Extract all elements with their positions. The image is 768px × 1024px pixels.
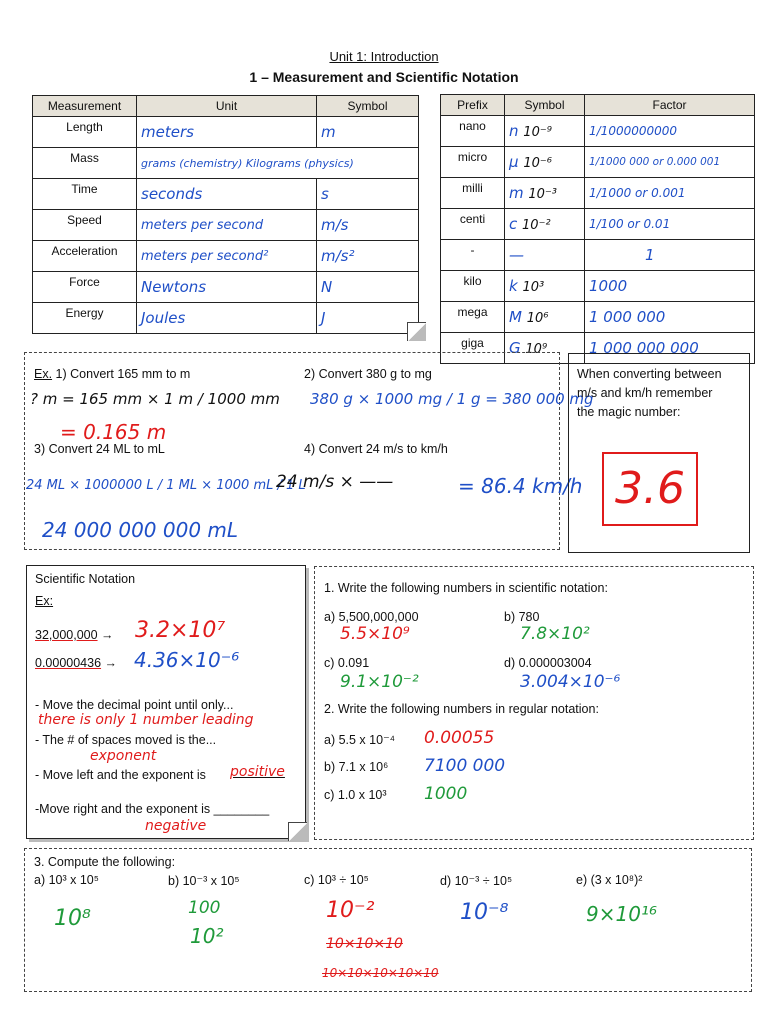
- compute-e-answer: 9×10¹⁶: [586, 902, 657, 926]
- header-symbol: Symbol: [505, 95, 585, 116]
- sci-rule2-answer: exponent: [90, 748, 157, 764]
- unit-answer: meters per second²: [137, 241, 317, 272]
- prefix-symbol-answer: m 10⁻³: [505, 178, 585, 209]
- exercise-a-label: a) 5,500,000,000: [324, 610, 419, 624]
- exercise-b-label: b) 780: [504, 610, 540, 624]
- compute-a-label: a) 10³ x 10⁵: [34, 873, 99, 887]
- page-curl-decoration: [288, 822, 307, 841]
- sci-rule1: - Move the decimal point until only...: [35, 698, 234, 712]
- table-row: [33, 272, 419, 303]
- compute-e-label: e) (3 x 10⁸)²: [576, 873, 643, 887]
- compute-b-label: b) 10⁻³ x 10⁵: [168, 874, 240, 888]
- lesson-title: 1 – Measurement and Scientific Notation: [249, 69, 519, 85]
- compute-b-answer2: 10²: [190, 924, 224, 948]
- symbol-answer: m: [317, 117, 419, 148]
- exercise-a-answer: 5.5×10⁹: [340, 624, 410, 644]
- compute-c-work2: 10×10×10×10×10: [322, 966, 439, 980]
- sci-ex2: 0.00000436 →: [35, 656, 118, 670]
- compute-d-label: d) 10⁻³ ÷ 10⁵: [440, 874, 513, 888]
- measurement-table: [32, 95, 419, 334]
- magic-text-line2: m/s and km/h remember: [577, 386, 713, 400]
- unit-answer: Joules: [137, 303, 317, 334]
- exercise-rc-label: c) 1.0 x 10³: [324, 788, 387, 802]
- sci-rule2: - The # of spaces moved is the...: [35, 733, 217, 747]
- table-row: [441, 271, 755, 302]
- header-measurement: Measurement: [33, 96, 137, 117]
- unit-answer: Newtons: [137, 272, 317, 303]
- header-prefix: Prefix: [441, 95, 505, 116]
- exercise-c-label: c) 0.091: [324, 656, 370, 670]
- prefix-symbol-answer: c 10⁻²: [505, 209, 585, 240]
- exercise-d-label: d) 0.000003004: [504, 656, 592, 670]
- sci-ex1-answer: 3.2×10⁷: [135, 618, 226, 643]
- symbol-answer: s: [317, 179, 419, 210]
- prefix-symbol-answer: n 10⁻⁹: [505, 116, 585, 147]
- sci-rule4: -Move right and the exponent is ________: [35, 802, 270, 816]
- prefix-table-header: [441, 95, 755, 116]
- prefix-factor-answer: 1/1000 or 0.001: [585, 178, 755, 209]
- measurement-name: Acceleration: [33, 241, 137, 272]
- unit-answer: meters: [137, 117, 317, 148]
- compute-a-answer: 10⁸: [54, 906, 91, 931]
- conversion-q4: 4) Convert 24 m/s to km/h: [304, 442, 448, 456]
- table-row: [33, 303, 419, 334]
- prefix-name: micro: [441, 147, 505, 178]
- prefix-name: -: [441, 240, 505, 271]
- prefix-symbol-answer: —: [505, 240, 585, 271]
- prefix-factor-answer: 1 000 000 000: [585, 333, 755, 364]
- prefix-factor-answer: 1: [585, 240, 755, 271]
- magic-text-line1: When converting between: [577, 367, 722, 381]
- table-row: [33, 210, 419, 241]
- measurement-name: Energy: [33, 303, 137, 334]
- prefix-factor-answer: 1000: [585, 271, 755, 302]
- q1-answer: = 0.165 m: [60, 420, 167, 444]
- conversion-q1: Ex. 1) Convert 165 mm to m: [34, 367, 191, 381]
- table-row: [33, 241, 419, 272]
- q4-work: 24 m/s × ——: [276, 472, 394, 492]
- page-curl-decoration: [407, 322, 426, 341]
- q3-answer: 24 000 000 000 mL: [42, 518, 239, 542]
- exercise-d-answer: 3.004×10⁻⁶: [520, 672, 621, 692]
- table-row: [441, 116, 755, 147]
- table-row: [33, 117, 419, 148]
- sci-ex2-answer: 4.36×10⁻⁶: [134, 648, 240, 672]
- measurement-name: Mass: [33, 148, 137, 179]
- compute-b-answer1: 100: [188, 898, 221, 918]
- exercise-ra-label: a) 5.5 x 10⁻⁴: [324, 733, 396, 747]
- table-row: [441, 209, 755, 240]
- unit-title: Unit 1: Introduction: [329, 49, 439, 64]
- exercise-ra-answer: 0.00055: [424, 728, 495, 748]
- compute-title: 3. Compute the following:: [34, 855, 176, 869]
- sci-rule4-answer: negative: [145, 818, 207, 834]
- magic-number-answer: 3.6: [602, 452, 698, 526]
- table-row: [441, 178, 755, 209]
- symbol-answer: N: [317, 272, 419, 303]
- unit-answer: meters per second: [137, 210, 317, 241]
- prefix-symbol-answer: M 10⁶: [505, 302, 585, 333]
- conversion-q2: 2) Convert 380 g to mg: [304, 367, 432, 381]
- symbol-answer: m/s²: [317, 241, 419, 272]
- prefix-name: kilo: [441, 271, 505, 302]
- prefix-name: centi: [441, 209, 505, 240]
- prefix-factor-answer: 1/1000 000 or 0.000 001: [585, 147, 755, 178]
- unit-answer: grams (chemistry) Kilograms (physics): [137, 148, 419, 179]
- exercise-q2-title: 2. Write the following numbers in regular notation:: [324, 702, 599, 716]
- q3-work: 24 ML × 1000000 L / 1 ML × 1000 mL / 1 L: [26, 478, 306, 493]
- compute-c-work1: 10×10×10: [326, 936, 403, 952]
- measurement-name: Speed: [33, 210, 137, 241]
- conversion-q3: 3) Convert 24 ML to mL: [34, 442, 165, 456]
- sci-rule3-answer: positive: [230, 764, 285, 780]
- measurement-table-header: [33, 96, 419, 117]
- exercise-c-answer: 9.1×10⁻²: [340, 672, 419, 692]
- prefix-table: [440, 94, 755, 364]
- table-row: [441, 240, 755, 271]
- header-unit: Unit: [137, 96, 317, 117]
- prefix-factor-answer: 1/1000000000: [585, 116, 755, 147]
- compute-c-label: c) 10³ ÷ 10⁵: [304, 873, 369, 887]
- symbol-answer: m/s: [317, 210, 419, 241]
- header-symbol: Symbol: [317, 96, 419, 117]
- table-row: [441, 147, 755, 178]
- symbol-answer: J: [317, 303, 419, 334]
- q2-work: 380 g × 1000 mg / 1 g = 380 000 mg: [310, 390, 594, 408]
- q4-answer: = 86.4 km/h: [458, 474, 583, 498]
- magic-text-line3: the magic number:: [577, 405, 681, 419]
- measurement-name: Force: [33, 272, 137, 303]
- sci-rule1-answer: there is only 1 number leading: [38, 712, 254, 728]
- exercise-rb-label: b) 7.1 x 10⁶: [324, 760, 389, 774]
- sci-rule3: - Move left and the exponent is: [35, 768, 206, 782]
- exercise-rc-answer: 1000: [424, 784, 468, 804]
- header-factor: Factor: [585, 95, 755, 116]
- prefix-name: nano: [441, 116, 505, 147]
- measurement-name: Length: [33, 117, 137, 148]
- compute-c-answer: 10⁻²: [326, 898, 375, 923]
- unit-answer: seconds: [137, 179, 317, 210]
- sci-notation-title: Scientific Notation: [35, 572, 136, 586]
- prefix-symbol-answer: k 10³: [505, 271, 585, 302]
- sci-ex-label: Ex:: [35, 594, 54, 608]
- prefix-factor-answer: 1 000 000: [585, 302, 755, 333]
- table-row: [33, 148, 419, 179]
- measurement-name: Time: [33, 179, 137, 210]
- q1-work: ? m = 165 mm × 1 m / 1000 mm: [30, 390, 280, 408]
- exercise-q1-title: 1. Write the following numbers in scientific notation:: [324, 581, 608, 595]
- sci-ex1: 32,000,000 →: [35, 628, 114, 642]
- prefix-name: milli: [441, 178, 505, 209]
- table-row: [33, 179, 419, 210]
- table-row: [441, 302, 755, 333]
- prefix-factor-answer: 1/100 or 0.01: [585, 209, 755, 240]
- exercise-rb-answer: 7100 000: [424, 756, 506, 776]
- prefix-name: giga: [441, 333, 505, 364]
- compute-d-answer: 10⁻⁸: [460, 900, 509, 925]
- prefix-symbol-answer: G 10⁹: [505, 333, 585, 364]
- exercise-b-answer: 7.8×10²: [520, 624, 590, 644]
- prefix-name: mega: [441, 302, 505, 333]
- prefix-symbol-answer: μ 10⁻⁶: [505, 147, 585, 178]
